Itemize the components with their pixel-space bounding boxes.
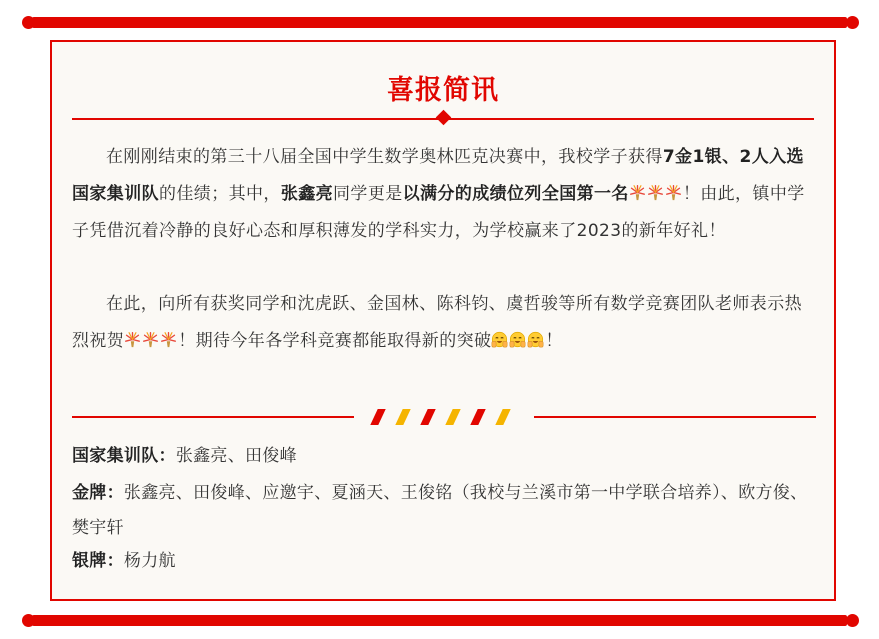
rail-dot-icon (846, 614, 859, 627)
team-value: 张鑫亮、田俊峰 (175, 446, 297, 466)
text-segment: 同学更是 (333, 184, 403, 204)
diamond-icon (436, 110, 452, 126)
page-title: 喜报简讯 (387, 75, 499, 106)
stripe-ornament (368, 409, 520, 425)
list-item-gold (72, 476, 816, 546)
highlight-results: 7金1银、2人入选国家集训队 (72, 147, 804, 204)
gold-value: 张鑫亮、田俊峰、应邀宇、夏涵天、王俊铭（我校与兰溪市第一中学联合培养）、欧方俊、樊宇轩 (72, 483, 808, 538)
paragraph-announcement (72, 139, 816, 250)
stripe-yellow (395, 409, 410, 425)
stripe-yellow (495, 409, 510, 425)
stripe-yellow (445, 409, 460, 425)
fireworks-icon (124, 331, 141, 348)
silver-value: 杨力航 (123, 551, 176, 571)
clapping-face-icon (491, 331, 508, 348)
text-segment: 的佳绩；其中， (159, 184, 281, 204)
fireworks-icon (647, 184, 664, 201)
list-item-team (72, 439, 816, 474)
fireworks-icon (142, 331, 159, 348)
stripe-red (470, 409, 485, 425)
bottom-rail (32, 615, 847, 626)
clapping-face-icon (527, 331, 544, 348)
divider-left (72, 416, 354, 418)
top-rail (32, 17, 847, 28)
divider-right (534, 416, 816, 418)
list-item-silver (72, 544, 816, 579)
clapping-face-icon (509, 331, 526, 348)
rail-dot-icon (22, 16, 35, 29)
news-card (50, 40, 836, 601)
silver-label: 银牌： (72, 551, 124, 571)
rail-dot-icon (846, 16, 859, 29)
paragraph-congratulations (72, 286, 816, 360)
text-segment: ！期待今年各学科竞赛都能取得新的突破 (178, 331, 492, 351)
highlight-first-place: 以满分的成绩位列全国第一名 (402, 184, 629, 204)
fireworks-icon (160, 331, 177, 348)
rail-dot-icon (22, 614, 35, 627)
text-segment: ！ (545, 331, 563, 351)
stripe-red (420, 409, 435, 425)
text-segment: 在此，向所有获奖同学和沈虎跃、金国林、陈科钧、虞哲骏等所有数学竞赛团队老师表示热烈祝贺 (72, 294, 802, 351)
text-segment: 在刚刚结束的第三十八届全国中学生数学奥林匹克决赛中，我校学子获得 (106, 147, 663, 167)
highlight-student-name: 张鑫亮 (280, 184, 334, 204)
gold-label: 金牌： (72, 483, 124, 503)
team-label: 国家集训队： (72, 446, 176, 466)
stripe-red (370, 409, 385, 425)
text-segment: ！由此，镇中学子凭借沉着冷静的良好心态和厚积薄发的学科实力，为学校赢来了2023的新年好礼！ (72, 184, 805, 241)
fireworks-icon (629, 184, 646, 201)
fireworks-icon (665, 184, 682, 201)
